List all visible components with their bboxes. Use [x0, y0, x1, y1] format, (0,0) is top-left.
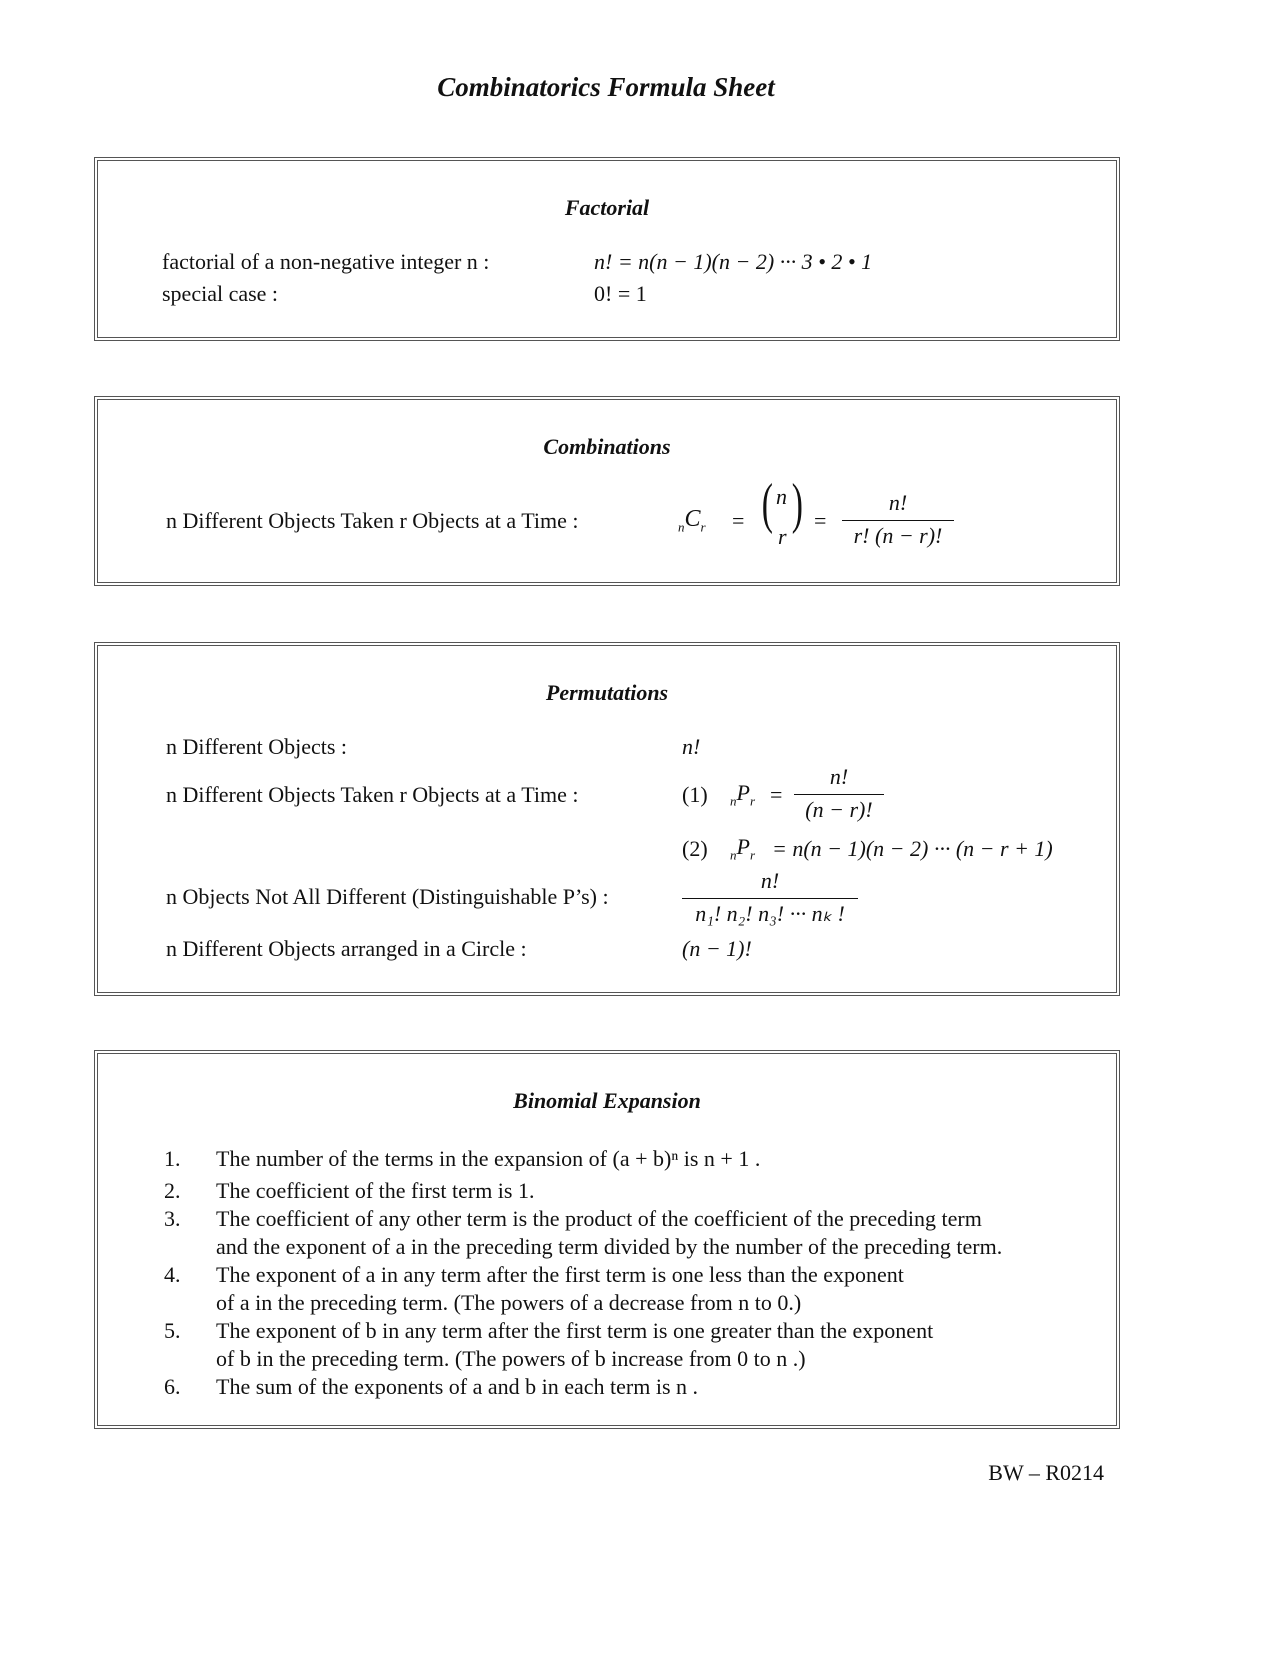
page-title: Combinatorics Formula Sheet	[437, 72, 775, 102]
binomial-box	[94, 1050, 1120, 1429]
factorial-box	[94, 157, 1120, 341]
distinguishable-fraction	[682, 868, 858, 927]
equals: =	[732, 508, 745, 533]
binomial-heading: Binomial Expansion	[513, 1088, 701, 1113]
list-item-text: The coefficient of the first term is 1.	[216, 1178, 535, 1203]
npr-symbol	[730, 834, 755, 863]
combinations-label: n Different Objects Taken r Objects at a Time :	[166, 508, 579, 533]
permutations-heading: Permutations	[545, 680, 669, 705]
list-item-number: 3.	[164, 1206, 181, 1231]
permutations-box	[94, 642, 1120, 996]
numerator: n!	[682, 868, 858, 899]
npr-p: P	[736, 834, 750, 859]
binom-bottom: r	[778, 524, 787, 549]
denominator: r! (n − r)!	[853, 523, 943, 548]
combinations-heading: Combinations	[543, 434, 671, 459]
ncr-c: C	[684, 506, 701, 532]
denominator: (n − r)!	[805, 797, 873, 822]
special-case-formula: 0! = 1	[594, 281, 647, 306]
npr-sub: r	[749, 847, 756, 863]
footer-code: BW – R0214	[988, 1460, 1104, 1485]
list-item-text: The sum of the exponents of a and b in each term is n .	[216, 1374, 699, 1399]
combination-fraction	[842, 490, 954, 549]
left-paren: (	[761, 473, 773, 535]
formula-2-rhs: = n(n − 1)(n − 2) ··· (n − r + 1)	[772, 836, 1053, 861]
denominator: n₁! n₂! n₃! ··· nₖ !	[695, 901, 845, 926]
right-paren: )	[791, 473, 803, 535]
numerator: n!	[842, 490, 954, 521]
factorial-heading: Factorial	[564, 195, 650, 220]
equals: =	[814, 508, 827, 533]
npr-pre: n	[730, 793, 737, 809]
ncr-pre: n	[678, 519, 685, 535]
npr-p: P	[736, 780, 750, 805]
perm-row1-label: n Different Objects :	[166, 734, 348, 759]
npr-sub: r	[749, 793, 756, 809]
numerator: n!	[794, 764, 884, 795]
list-item-number: 6.	[164, 1374, 181, 1399]
binom-top: n	[776, 484, 787, 509]
ncr-symbol	[678, 506, 706, 535]
formula-2-index: (2)	[682, 836, 708, 861]
special-case-label: special case :	[162, 281, 279, 306]
combinations-box	[94, 396, 1120, 586]
list-item-number: 2.	[164, 1178, 181, 1203]
permutation-fraction	[794, 764, 884, 823]
equals: =	[770, 782, 783, 807]
perm-row4-label: n Different Objects arranged in a Circle :	[166, 936, 527, 961]
list-item-number: 1.	[164, 1146, 181, 1171]
perm-row4-formula: (n − 1)!	[682, 936, 752, 961]
formula-1-index: (1)	[682, 782, 708, 807]
npr-symbol	[730, 780, 755, 809]
perm-row1-formula: n!	[682, 734, 701, 759]
list-item-number: 4.	[164, 1262, 181, 1287]
factorial-label: factorial of a non-negative integer n :	[162, 249, 490, 274]
factorial-formula: n! = n(n − 1)(n − 2) ··· 3 • 2 • 1	[594, 249, 873, 274]
list-item-text: and the exponent of a in the preceding term divided by the number of the preceding term.	[216, 1234, 1003, 1259]
perm-row3-label: n Objects Not All Different (Distinguishable P’s) :	[166, 884, 609, 909]
list-item-text: The exponent of b in any term after the first term is one greater than the exponent	[216, 1318, 934, 1343]
list-item-text: The coefficient of any other term is the product of the coefficient of the preceding term	[216, 1206, 982, 1231]
list-item-text: of a in the preceding term. (The powers of a decrease from n to 0.)	[216, 1290, 802, 1315]
ncr-sub: r	[700, 519, 706, 535]
list-item-text: of b in the preceding term. (The powers of b increase from 0 to n .)	[216, 1346, 806, 1371]
list-item-text: The exponent of a in any term after the first term is one less than the exponent	[216, 1262, 904, 1287]
perm-row2-label: n Different Objects Taken r Objects at a Time :	[166, 782, 579, 807]
list-item-number: 5.	[164, 1318, 181, 1343]
binomial-coefficient	[761, 473, 803, 554]
npr-pre: n	[730, 847, 737, 863]
list-item-text: The number of the terms in the expansion of (a + b)ⁿ is n + 1 .	[216, 1146, 761, 1171]
